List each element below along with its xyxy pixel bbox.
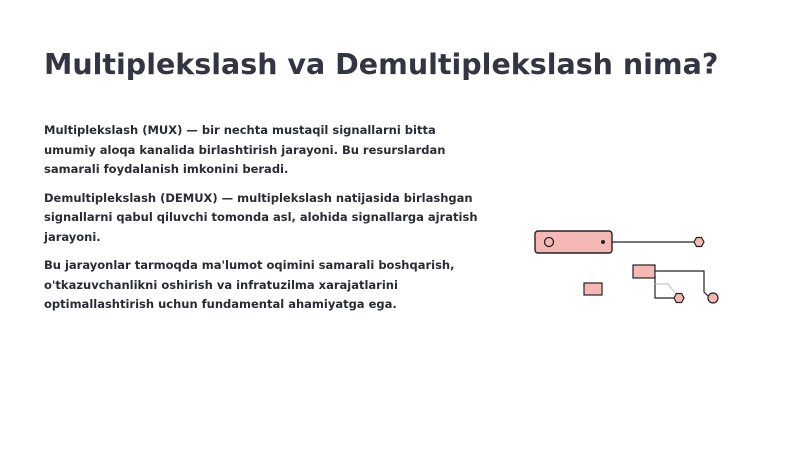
paragraph-line: Multiplekslash (MUX) — bir nechta mustaqil signallarni bitta [44,123,436,137]
split-block [633,265,655,278]
paragraph-line: o'tkazuvchanlikni oshirish va infratuzilma xarajatlarini [44,277,398,292]
branch-line-lower [655,276,674,298]
output-node [694,238,704,247]
paragraph-line: umumiy aloqa kanalida birlashtirish jarayoni. Bu resurslardan [44,142,446,157]
paragraph-line: Bu jarayonlar tarmoqda ma'lumot oqimini samarali boshqarish, [44,258,455,272]
paragraph-line: signallarni qabul qiluvchi tomonda asl, alohida signallarga ajratish [44,210,478,224]
small-block [584,283,602,295]
main-block-dot [601,240,605,244]
paragraph-line: samarali foydalanish imkonini beradi. [44,162,289,176]
branch-line-mid [655,284,676,294]
paragraph-mux [44,121,464,180]
paragraph-importance [44,256,464,315]
branch-node-hex [674,294,684,303]
body-text [44,121,478,324]
mux-diagram-icon [528,224,728,314]
paragraph-line: jarayoni. [44,229,101,244]
branch-node-circle [708,293,718,303]
page-title: Multiplekslash va Demultiplekslash nima? [44,48,719,81]
paragraph-line: Demultiplekslash (DEMUX) — multiplekslash natijasida birlashgan [44,190,473,205]
paragraph-line: optimallashtirish uchun fundamental ahamiyatga ega. [44,297,397,311]
paragraph-demux [44,189,478,248]
main-block [535,231,612,253]
